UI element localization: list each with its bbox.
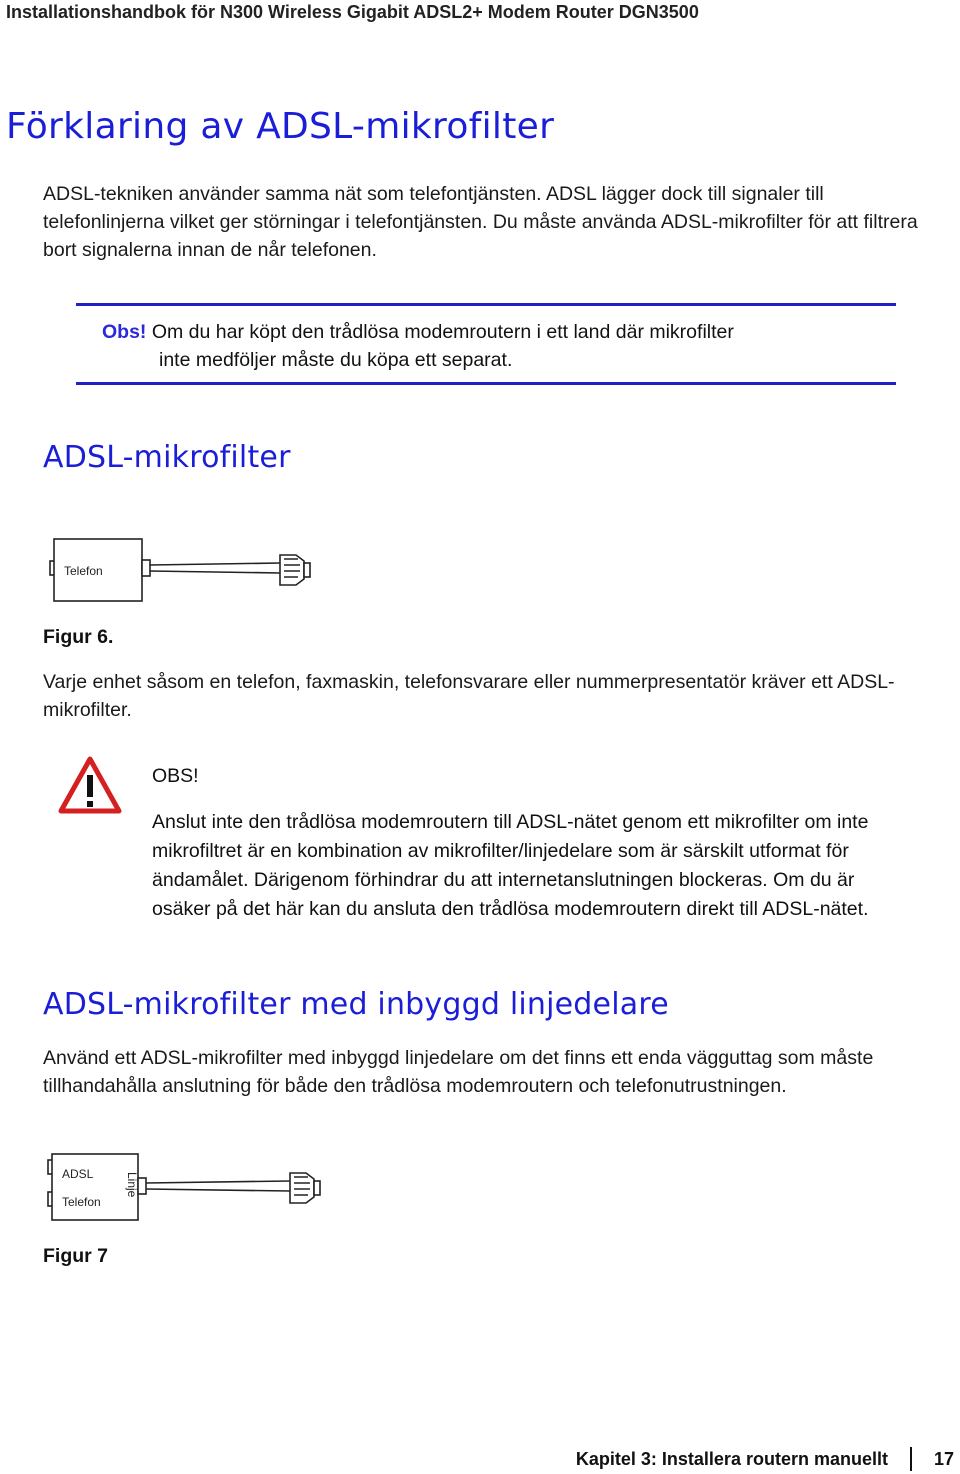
figure7-port-telefon: Telefon — [62, 1195, 101, 1209]
footer-chapter: Kapitel 3: Installera routern manuellt — [575, 1448, 888, 1469]
note-label: Obs! — [102, 321, 147, 343]
footer-page-number: 17 — [933, 1448, 954, 1469]
note-line2: inte medföljer måste du köpa ett separat. — [159, 349, 513, 371]
warning-triangle-icon — [58, 755, 122, 815]
section-title: Förklaring av ADSL-mikrofilter — [6, 106, 555, 147]
warning-title: OBS! — [152, 765, 199, 787]
note-top-rule — [76, 303, 896, 306]
footer-separator — [910, 1447, 912, 1471]
note-block — [102, 318, 892, 374]
intro-paragraph: ADSL-tekniken använder samma nät som telefontjänsten. ADSL lägger dock till signaler till telefonlinjerna vilket ger störningar i telefontjänsten. Du måste använda ADSL-mikrofilter för att filtrera bort signalerna innan de når telefonen. — [43, 183, 918, 261]
figure7-caption: Figur 7 — [43, 1245, 109, 1267]
subsection-title-microfilter: ADSL-mikrofilter — [43, 440, 291, 475]
microfilter-paragraph: Varje enhet såsom en telefon, faxmaskin, telefonsvarare eller nummerpresentatör kräver ett ADSL-mikrofilter. — [43, 671, 895, 721]
running-header: Installationshandbok för N300 Wireless Gigabit ADSL2+ Modem Router DGN3500 — [6, 2, 699, 22]
note-bottom-rule — [76, 382, 896, 385]
figure6-caption: Figur 6. — [43, 626, 114, 648]
microfilter-figure — [48, 533, 318, 608]
splitter-figure — [46, 1150, 326, 1225]
warning-text: Anslut inte den trådlösa modemroutern till ADSL-nätet genom ett mikrofilter om inte mikrofiltret är en kombination av mikrofilter/linjedelare som är särskilt utformat för ändamålet. Därigenom förhindrar du att internetanslutningen blockeras. Om du är osäker på det här kan du ansluta den trådlösa modemroutern direkt till ADSL-nätet. — [152, 811, 869, 920]
figure6-device-label: Telefon — [64, 564, 103, 578]
figure7-port-line: Linje — [125, 1172, 139, 1198]
subsection-title-splitter: ADSL-mikrofilter med inbyggd linjedelare — [43, 987, 669, 1022]
splitter-paragraph: Använd ett ADSL-mikrofilter med inbyggd linjedelare om det finns ett enda vägguttag som måste tillhandahålla anslutning för både den trådlösa modemroutern och telefonutrustningen. — [43, 1047, 874, 1097]
note-line1: Om du har köpt den trådlösa modemroutern i ett land där mikrofilter — [151, 321, 734, 343]
figure7-port-adsl: ADSL — [62, 1167, 94, 1181]
page-footer — [576, 1447, 954, 1471]
